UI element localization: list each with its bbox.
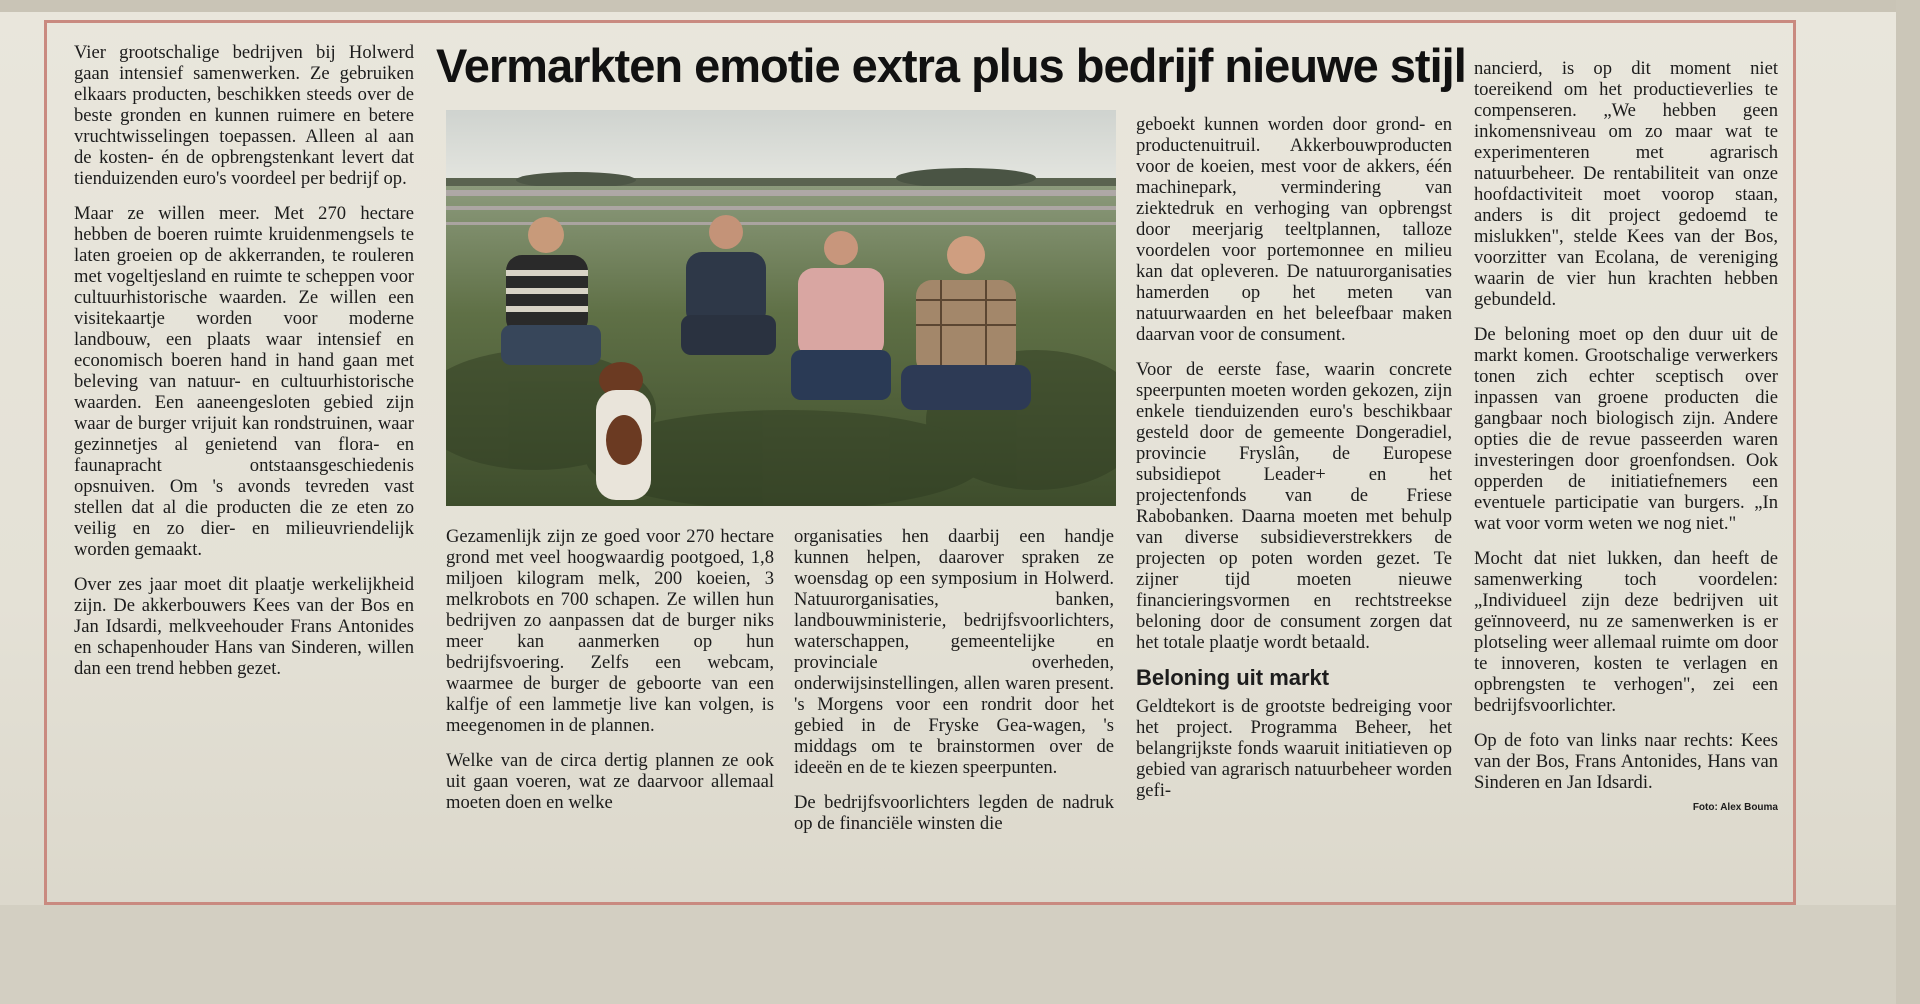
paragraph: nancierd, is op dit moment niet toereikend om het productieverlies te compenseren. „We hebben geen inkomensniveau om zo maar wat te experimenteren met agrarisch natuurbeheer. De rentabiliteit van onze hoofdactiviteit moet voorop staan, anders is dit project gedoemd te mislukken", stelde Kees van der Bos, voorzitter van Ecolana, de vereniging waarin de vier hun krachten hebben gebundeld. (1474, 58, 1778, 310)
paragraph: Over zes jaar moet dit plaatje werkelijkheid zijn. De akkerbouwers Kees van der Bos en Jan Idsardi, melkveehouder Frans Antonides en schapenhouder Hans van Sinderen, willen dan een trend hebben gezet. (74, 574, 414, 679)
page-top-edge (0, 0, 1920, 12)
page-bottom-margin (0, 905, 1920, 1004)
subheading: Beloning uit markt (1136, 665, 1330, 690)
paragraph: De bedrijfsvoorlichters legden de nadruk op de financiële winsten die (794, 792, 1114, 834)
photo-credit: Foto: Alex Bouma (1692, 802, 1778, 813)
paragraph: Maar ze willen meer. Met 270 hectare hebben de boeren ruimte kruidenmengsels te laten groeien op de akkerranden, te rouleren met vogeltjesland en ruimte te scheppen voor cultuurhistorische waarden. Ze willen een visitekaartje worden voor moderne landbouw, een plaats waar intensief en economisch boeren hand in hand gaan met beleving van natuur- en cultuurhistorische waarden. Een aaneengesloten gebied zijn waar de burger vrijuit kan rondstruinen, waar gezinnetjes al genietend van flora- en faunapracht ontstaansgeschiedenis opsnuiven. Om 's avonds tevreden vast stellen dat al die producten die ze eten zo veilig en zo dier- en milieuvriendelijk worden gemaakt. (74, 203, 414, 560)
article-photo (446, 110, 1116, 506)
paragraph: organisaties hen daarbij een handje kunnen helpen, daarover spraken ze woensdag op een symposium in Holwerd. Natuurorganisaties, banken, landbouwministerie, bedrijfsvoorlichters, waterschappen, gemeentelijke en provinciale overheden, onderwijsinstellingen, allen waren present. 's Morgens voor een rondrit door het gebied in de Fryske Gea-wagen, 's middags om te brainstormen over de ideeën en de te kiezen speerpunten. (794, 526, 1114, 778)
photo-caption: Op de foto van links naar rechts: Kees van der Bos, Frans Antonides, Hans van Sinderen en Jan Idsardi. (1474, 730, 1778, 793)
article-column-4 (1136, 114, 1452, 815)
article-column-2 (446, 526, 774, 827)
article-headline: Vermarkten emotie extra plus bedrijf nieuwe stijl (436, 39, 1466, 92)
paragraph: De beloning moet op den duur uit de markt komen. Grootschalige verwerkers tonen zich echter sceptisch over inpassen van groene producten die gangbaar noch biologisch zijn. Andere opties die de revue passeerden waren investeringen door groenfondsen. Ook opperden de initiatiefnemers een eventuele participatie van burgers. „In wat voor vorm weten we nog niet." (1474, 324, 1778, 534)
paragraph: Geldtekort is de grootste bedreiging voor het project. Programma Beheer, het belangrijkste fonds waaruit initiatieven op gebied van agrarisch natuurbeheer worden gefi- (1136, 696, 1452, 801)
paragraph: Voor de eerste fase, waarin concrete speerpunten moeten worden gekozen, zijn enkele tienduizenden euro's beschikbaar gesteld door de gemeente Dongeradiel, provincie Fryslân, de Europese subsidiepot Leader+ en het projectenfonds van de Friese Rabobanken. Daarna moeten met behulp van diverse subsidieverstrekkers de projecten op poten worden gezet. Te zijner tijd moeten nieuwe financieringsvormen en rechtstreekse beloning door de consument zorgen dat het totale plaatje wordt betaald. (1136, 359, 1452, 653)
farmers-in-potato-field-image (446, 110, 1116, 506)
paragraph: Vier grootschalige bedrijven bij Holwerd gaan intensief samenwerken. Ze gebruiken elkaars producten, beschikken steeds over de beste gronden en kunnen ruimere en betere vruchtwisselingen toepassen. Alleen al aan de kosten- én de opbrengstenkant levert dat tienduizenden euro's voordeel per bedrijf op. (74, 42, 414, 189)
paragraph: Welke van de circa dertig plannen ze ook uit gaan voeren, wat ze daarvoor allemaal moeten doen en welke (446, 750, 774, 813)
article-column-5 (1474, 58, 1778, 818)
page-right-edge (1896, 0, 1920, 1004)
paragraph: Mocht dat niet lukken, dan heeft de samenwerking toch voordelen: „Individueel zijn deze bedrijven uit geïnnoveerd, nu ze samenwerken is er plotseling weer allemaal ruimte om door te innoveren, kosten te verlagen en opbrengsten te verhogen", zei een bedrijfsvoorlichter. (1474, 548, 1778, 716)
paragraph: geboekt kunnen worden door grond- en productenuitruil. Akkerbouwproducten voor de koeien, mest voor de akkers, één machinepark, vermindering van ziektedruk en verhoging van opbrengst door meerjarig teeltplannen, talloze voordelen voor portemonnee en milieu kan dat opleveren. De natuurorganisaties hamerden op het meten van natuurwaarden en het beleefbaar maken daarvan voor de consument. (1136, 114, 1452, 345)
paragraph: Gezamenlijk zijn ze goed voor 270 hectare grond met veel hoogwaardig pootgoed, 1,8 miljoen kilogram melk, 200 koeien, 3 melkrobots en 700 schapen. Ze willen hun bedrijven zo aanpassen dat de burger niks meer kan aanmerken op hun bedrijfsvoering. Zelfs een webcam, waarmee de burger de geboorte van een kalfje of een lammetje live kan volgen, is meegenomen in de plannen. (446, 526, 774, 736)
article-column-3 (794, 526, 1114, 848)
article-column-1 (74, 42, 414, 693)
